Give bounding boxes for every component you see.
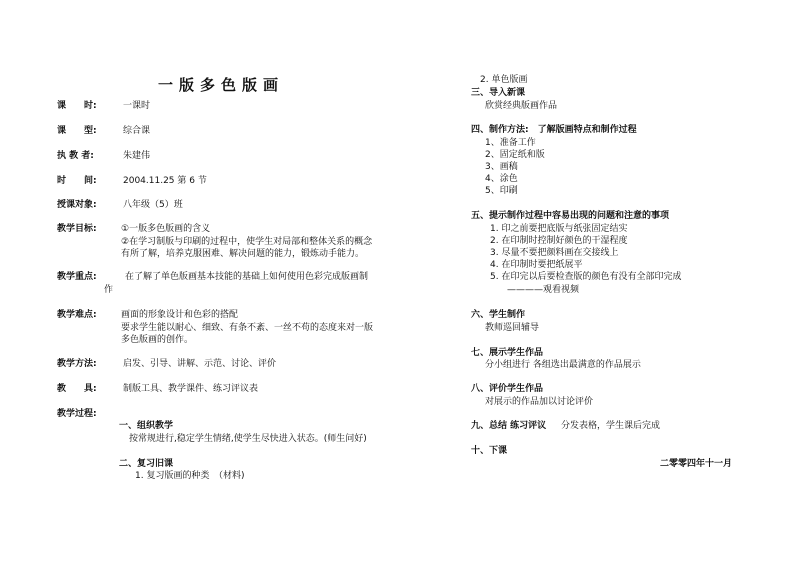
difficulties-line: 要求学生能以耐心、细致、有条不紊、一丝不苟的态度来对一版 — [121, 323, 374, 333]
difficulties-line: 画面的形象设计和色彩的搭配 — [121, 310, 239, 320]
teacher-label: 执 教 者: — [57, 151, 94, 161]
section-heading: 二、复习旧课 — [119, 459, 174, 469]
class-label: 授课对象: — [57, 200, 97, 210]
goals-line: 有所了解，培养克服困难、解决问题的能力，锻炼动手能力。 — [121, 249, 365, 259]
section-line: 教师巡回辅导 — [485, 323, 540, 333]
goals-line: ①一版多色版画的含义 — [121, 224, 211, 234]
video-note: ————观看视频 — [507, 285, 580, 295]
goals-label: 教学目标: — [57, 224, 97, 234]
section-line: 分小组进行 各组选出最满意的作品展示 — [485, 360, 641, 370]
section-heading: 六、学生制作 — [471, 310, 526, 320]
section-heading: 七、展示学生作品 — [471, 348, 544, 358]
section-inline-text: 分发表格，学生课后完成 — [561, 421, 661, 431]
teacher-value: 朱建伟 — [123, 151, 151, 161]
difficulties-line: 多色版画的创作。 — [121, 335, 194, 345]
tools-value: 制版工具、教学课件、练习评议表 — [123, 384, 259, 394]
tip-item: 5. 在印完以后要检查版的颜色有没有全部印完成 — [490, 272, 682, 282]
section-heading: 三、导入新课 — [471, 88, 526, 98]
section-line: 1. 复习版画的种类 （材料) — [135, 471, 245, 481]
section-line: 对展示的作品加以讨论评价 — [485, 397, 594, 407]
methods-value: 启发、引导、讲解、示范、讨论、评价 — [123, 359, 277, 369]
goals-line: ②在学习制版与印刷的过程中，使学生对局部和整体关系的概念 — [121, 237, 373, 247]
time-label: 时 间: — [57, 176, 97, 186]
step-item: 1、准备工作 — [485, 138, 536, 148]
tip-item: 2. 在印制时控制好颜色的干湿程度 — [490, 236, 628, 246]
section-heading: 八、评价学生作品 — [471, 384, 544, 394]
time-value: 2004.11.25 第 6 节 — [123, 176, 207, 186]
section-heading: 五、提示制作过程中容易出现的问题和注意的事项 — [471, 211, 670, 221]
tip-item: 3. 尽量不要把颜料画在交接线上 — [490, 248, 619, 258]
difficulties-label: 教学难点: — [57, 310, 97, 320]
step-item: 5、印刷 — [485, 186, 518, 196]
document-title: 一版多色版画 — [158, 76, 285, 94]
step-item: 3、画稿 — [485, 162, 518, 172]
tip-item: 1. 印之前要把底版与纸张固定结实 — [490, 224, 628, 234]
period-label: 课 时: — [57, 101, 97, 111]
period-value: 一课时 — [123, 101, 151, 111]
key-points-line: 作 — [104, 285, 114, 295]
type-value: 综合课 — [123, 126, 151, 136]
document-date: 二零零四年十一月 — [660, 459, 733, 469]
step-item: 4、涂色 — [485, 174, 518, 184]
section-heading: 一、组织教学 — [119, 421, 174, 431]
section-heading: 四、制作方法: 了解版画特点和制作过程 — [471, 125, 637, 135]
methods-label: 教学方法: — [57, 359, 97, 369]
key-points-line: 在了解了单色版画基本技能的基础上如何使用色彩完成版画制 — [125, 272, 369, 282]
type-label: 课 型: — [57, 126, 97, 136]
section-heading: 十、下课 — [471, 446, 508, 456]
process-label: 教学过程: — [57, 409, 97, 419]
section-line: 按常规进行,稳定学生情绪,使学生尽快进入状态。(师生问好) — [129, 434, 367, 444]
tools-label: 教 具: — [57, 384, 97, 394]
section-heading: 九、总结 练习评议 — [471, 421, 547, 431]
key-points-label: 教学重点: — [57, 272, 97, 282]
section-line: 欣赏经典版画作品 — [485, 101, 558, 111]
continued-item: 2. 单色版画 — [480, 75, 528, 85]
tip-item: 4. 在印制时要把纸展平 — [490, 260, 583, 270]
class-value: 八年级（5）班 — [123, 200, 183, 210]
step-item: 2、固定纸和版 — [485, 150, 545, 160]
